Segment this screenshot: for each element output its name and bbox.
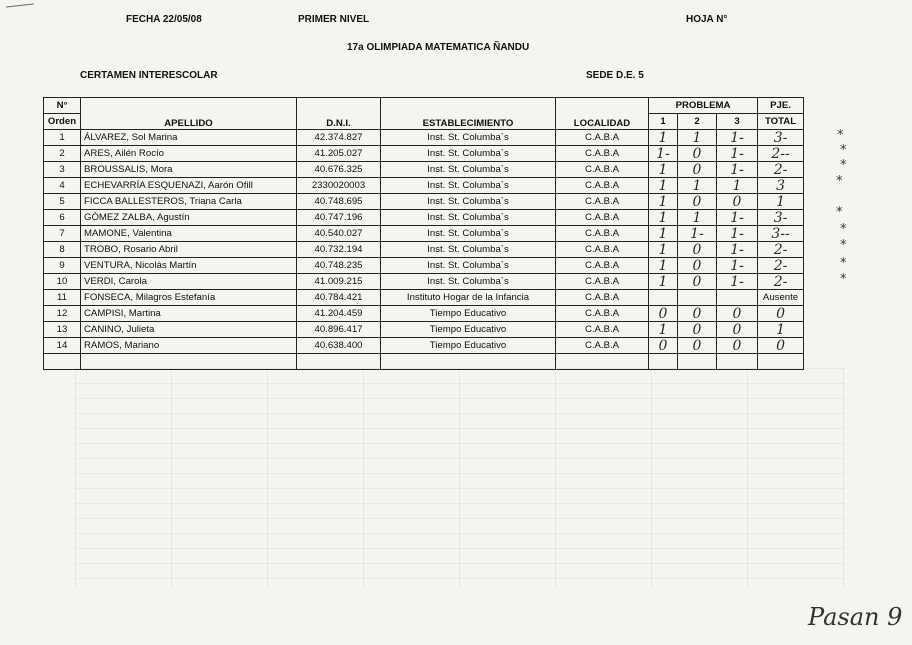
handwritten-note: Pasan 9 [808,603,903,631]
cell-problem-1: 1 [649,130,678,146]
table-row [44,162,804,178]
cell-problem-2: 0 [678,322,717,338]
cell-total: 2- [758,274,804,290]
cell-problem-3: 1- [717,210,758,226]
cell-orden: 10 [44,274,81,290]
cell-problem-3: 1- [717,162,758,178]
pass-mark: * [836,174,843,189]
date-label: FECHA 22/05/08 [126,14,202,25]
cell-establecimiento: Inst. St. Columba`s [381,146,556,162]
cell-apellido: GÓMEZ ZALBA, Agustín [81,210,297,226]
cell-apellido: VENTURA, Nicolás Martín [81,258,297,274]
cell-orden: 4 [44,178,81,194]
cell-total: 0 [758,306,804,322]
empty-cell [717,354,758,370]
cell-apellido: ECHEVARRÍA ESQUENAZI, Aarón Ofill [81,178,297,194]
col-problema: PROBLEMA [649,98,758,114]
level-label: PRIMER NIVEL [298,14,370,25]
cell-dni: 40.676.325 [297,162,381,178]
cell-problem-3: 1 [717,178,758,194]
pass-mark: * [840,238,847,253]
col-apellido: APELLIDO [81,98,297,130]
cell-dni: 41.009.215 [297,274,381,290]
cell-problem-1: 1- [649,146,678,162]
cell-problem-1 [649,290,678,306]
cell-problem-3: 1- [717,274,758,290]
sheet-number-label: HOJA N° [686,14,728,25]
cell-orden: 3 [44,162,81,178]
empty-cell [678,354,717,370]
cell-apellido: CANINO, Julieta [81,322,297,338]
cell-orden: 12 [44,306,81,322]
cell-orden: 6 [44,210,81,226]
cell-problem-1: 1 [649,226,678,242]
cell-total: 3- [758,210,804,226]
cell-dni: 40.540.027 [297,226,381,242]
cell-problem-2: 0 [678,274,717,290]
cell-problem-1: 1 [649,194,678,210]
table-row [44,306,804,322]
pass-mark: * [840,222,847,237]
cell-localidad: C.A.B.A [556,338,649,354]
cell-problem-2: 1 [678,178,717,194]
cell-total: 2- [758,162,804,178]
cell-localidad: C.A.B.A [556,290,649,306]
cell-problem-2: 0 [678,306,717,322]
cell-total: 2-- [758,146,804,162]
cell-total: 0 [758,338,804,354]
cell-problem-2: 0 [678,162,717,178]
table-row [44,210,804,226]
header-row-top [44,98,804,114]
table-row [44,322,804,338]
empty-cell [297,354,381,370]
bleed-through-columns [75,368,845,588]
cell-orden: 7 [44,226,81,242]
cell-establecimiento: Inst. St. Columba`s [381,162,556,178]
col-dni: D.N.I. [297,98,381,130]
cell-total: 1 [758,194,804,210]
cell-establecimiento: Tiempo Educativo [381,338,556,354]
col-problem-2: 2 [678,114,717,130]
empty-cell [81,354,297,370]
cell-orden: 14 [44,338,81,354]
cell-localidad: C.A.B.A [556,226,649,242]
cell-localidad: C.A.B.A [556,242,649,258]
cell-problem-3: 1- [717,242,758,258]
cell-problem-2: 0 [678,146,717,162]
cell-localidad: C.A.B.A [556,258,649,274]
cell-apellido: VERDI, Carola [81,274,297,290]
cell-dni: 40.732.194 [297,242,381,258]
cell-problem-3: 0 [717,306,758,322]
cell-apellido: MAMONE, Valentina [81,226,297,242]
cell-problem-3: 1- [717,226,758,242]
scan-mark [6,4,34,10]
cell-apellido: CAMPISI, Martina [81,306,297,322]
pass-mark: * [840,272,847,287]
cell-problem-1: 1 [649,274,678,290]
cell-apellido: TROBO, Rosario Abril [81,242,297,258]
cell-establecimiento: Inst. St. Columba`s [381,210,556,226]
cell-apellido: FONSECA, Milagros Estefanía [81,290,297,306]
cell-problem-1: 1 [649,210,678,226]
table-row [44,146,804,162]
cell-problem-2: 0 [678,258,717,274]
cell-problem-2 [678,290,717,306]
cell-problem-2: 1- [678,226,717,242]
cell-dni: 40.748.695 [297,194,381,210]
cell-problem-1: 1 [649,178,678,194]
cell-problem-2: 1 [678,130,717,146]
pass-mark: * [837,128,844,143]
cell-localidad: C.A.B.A [556,274,649,290]
cell-establecimiento: Inst. St. Columba`s [381,274,556,290]
col-problem-1: 1 [649,114,678,130]
cell-orden: 9 [44,258,81,274]
cell-establecimiento: Inst. St. Columba`s [381,130,556,146]
cell-orden: 5 [44,194,81,210]
cell-total: 3 [758,178,804,194]
table-row [44,178,804,194]
pass-mark: * [840,143,847,158]
cell-dni: 42.374.827 [297,130,381,146]
cell-total: 2- [758,258,804,274]
cell-dni: 40.784.421 [297,290,381,306]
cell-dni: 40.747.196 [297,210,381,226]
cell-establecimiento: Inst. St. Columba`s [381,178,556,194]
cell-orden: 11 [44,290,81,306]
table-row [44,290,804,306]
cell-dni: 41.205.027 [297,146,381,162]
cell-problem-1: 0 [649,338,678,354]
col-pje-bottom: TOTAL [758,114,804,130]
cell-localidad: C.A.B.A [556,306,649,322]
cell-problem-3 [717,290,758,306]
cell-apellido: BROUSSALIS, Mora [81,162,297,178]
cell-localidad: C.A.B.A [556,130,649,146]
cell-localidad: C.A.B.A [556,322,649,338]
cell-problem-1: 1 [649,258,678,274]
empty-cell [44,354,81,370]
cell-problem-3: 1- [717,146,758,162]
contest-label: CERTAMEN INTERESCOLAR [80,70,218,81]
cell-problem-1: 1 [649,242,678,258]
cell-problem-2: 1 [678,210,717,226]
table-row [44,274,804,290]
cell-problem-3: 0 [717,338,758,354]
cell-localidad: C.A.B.A [556,210,649,226]
cell-apellido: RAMOS, Mariano [81,338,297,354]
cell-total: Ausente [758,290,804,306]
cell-total: 1 [758,322,804,338]
cell-establecimiento: Instituto Hogar de la Infancia [381,290,556,306]
cell-dni: 40.638.400 [297,338,381,354]
empty-cell [381,354,556,370]
pass-mark: * [840,158,847,173]
cell-total: 2- [758,242,804,258]
cell-total: 3-- [758,226,804,242]
cell-orden: 13 [44,322,81,338]
cell-dni: 40.748.235 [297,258,381,274]
col-problem-3: 3 [717,114,758,130]
cell-localidad: C.A.B.A [556,178,649,194]
col-pje-top: PJE. [758,98,804,114]
cell-establecimiento: Inst. St. Columba`s [381,258,556,274]
results-table [43,97,804,370]
cell-problem-1: 1 [649,162,678,178]
cell-establecimiento: Inst. St. Columba`s [381,242,556,258]
table-row [44,258,804,274]
cell-problem-3: 1- [717,258,758,274]
cell-dni: 40.896.417 [297,322,381,338]
empty-cell [556,354,649,370]
empty-cell [649,354,678,370]
page-title: 17a OLIMPIADA MATEMATICA ÑANDU [347,42,530,53]
col-orden-bottom: Orden [44,114,81,130]
venue-label: SEDE D.E. 5 [586,70,644,81]
cell-problem-3: 1- [717,130,758,146]
pass-mark: * [840,256,847,271]
table-row-empty [44,354,804,370]
cell-problem-2: 0 [678,242,717,258]
table-row [44,338,804,354]
cell-total: 3- [758,130,804,146]
cell-localidad: C.A.B.A [556,194,649,210]
cell-problem-2: 0 [678,338,717,354]
cell-dni: 2330020003 [297,178,381,194]
table-row [44,242,804,258]
cell-orden: 1 [44,130,81,146]
cell-localidad: C.A.B.A [556,146,649,162]
cell-orden: 2 [44,146,81,162]
cell-apellido: ÁLVAREZ, Sol Marina [81,130,297,146]
cell-apellido: FICCA BALLESTEROS, Triana Carla [81,194,297,210]
cell-problem-2: 0 [678,194,717,210]
cell-problem-1: 1 [649,322,678,338]
table-row [44,130,804,146]
cell-orden: 8 [44,242,81,258]
table-row [44,226,804,242]
cell-problem-3: 0 [717,194,758,210]
cell-establecimiento: Tiempo Educativo [381,306,556,322]
table-row [44,194,804,210]
cell-apellido: ARES, Ailén Rocío [81,146,297,162]
col-localidad: LOCALIDAD [556,98,649,130]
cell-problem-1: 0 [649,306,678,322]
cell-problem-3: 0 [717,322,758,338]
cell-establecimiento: Inst. St. Columba`s [381,194,556,210]
cell-establecimiento: Inst. St. Columba`s [381,226,556,242]
col-orden-top: N° [44,98,81,114]
cell-dni: 41.204.459 [297,306,381,322]
cell-establecimiento: Tiempo Educativo [381,322,556,338]
cell-localidad: C.A.B.A [556,162,649,178]
empty-cell [758,354,804,370]
pass-mark: * [836,205,843,220]
col-establecimiento: ESTABLECIMIENTO [381,98,556,130]
